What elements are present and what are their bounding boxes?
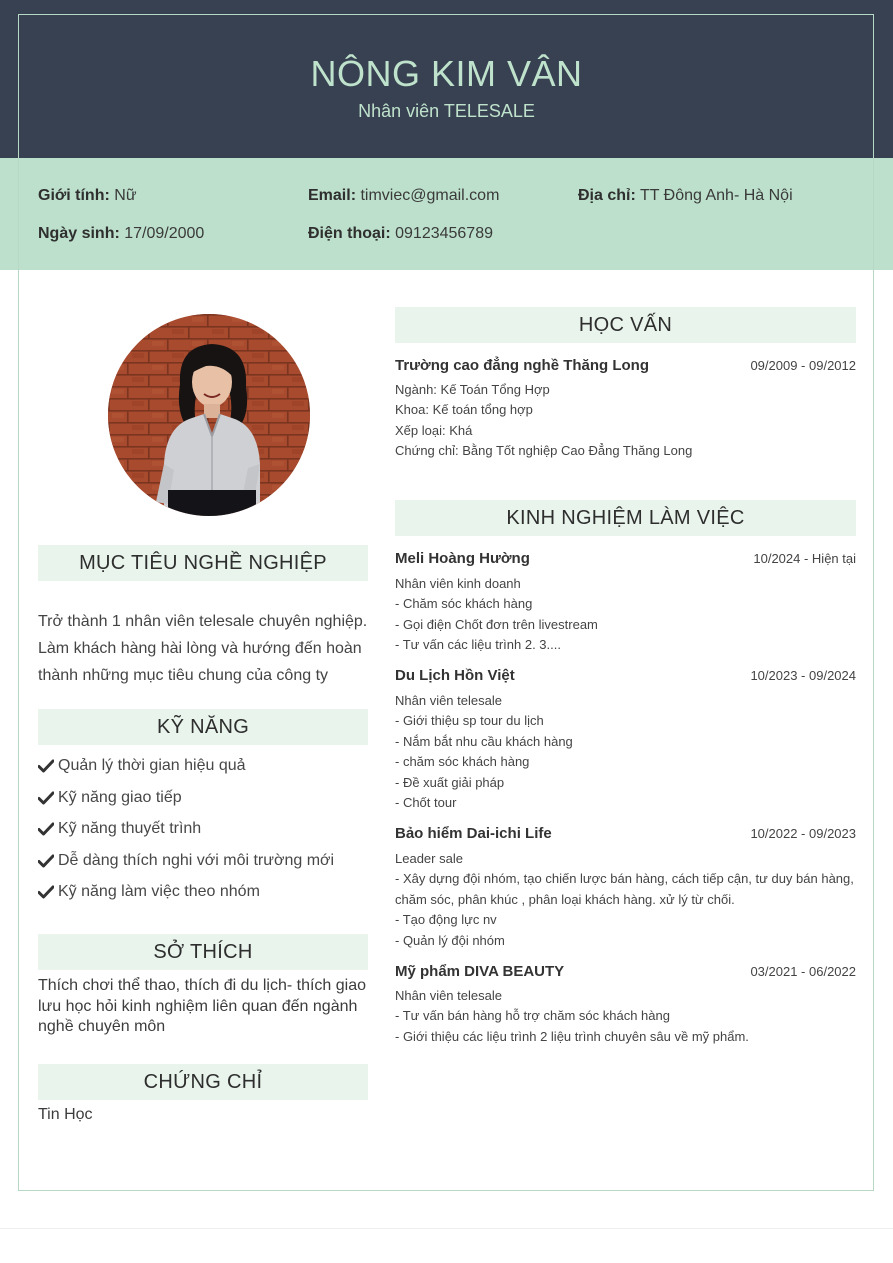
job-line: - Đề xuất giải pháp — [395, 774, 505, 790]
job-details — [395, 849, 856, 951]
check-icon — [38, 791, 54, 805]
skill-label: Kỹ năng làm việc theo nhóm — [58, 883, 260, 900]
job-line: - Giới thiệu các liệu trình 2 liệu trình chuyên sâu về mỹ phẩm. — [395, 1028, 749, 1044]
section-title-certificates: CHỨNG CHỈ — [38, 1064, 368, 1100]
job-line: - Tư vấn bán hàng hỗ trợ chăm sóc khách hàng — [395, 1008, 670, 1024]
address-info — [578, 186, 793, 206]
skill-label: Kỹ năng thuyết trình — [58, 820, 202, 837]
objective-text: Trở thành 1 nhân viên telesale chuyên nghiệp. Làm khách hàng hài lòng và hướng đến hoàn thành những mục tiêu chung của công ty — [38, 613, 368, 684]
skill-item — [38, 817, 368, 849]
skill-item — [38, 849, 368, 881]
job-date: 10/2024 - Hiện tại — [753, 551, 856, 566]
job-line: Nhân viên telesale — [395, 693, 502, 708]
job-line: - Tạo động lực nv — [395, 912, 497, 928]
gender-info — [38, 186, 137, 206]
job-company: Bảo hiểm Dai-ichi Life — [395, 825, 552, 842]
job-line: - Chốt tour — [395, 795, 457, 811]
job-line: - Xây dựng đội nhóm, tạo chiến lược bán hàng, cách tiếp cận, tư duy bán hàng, chăm sóc, phân khúc , phân loại khách hàng. xử lý từ chối. — [395, 871, 854, 907]
section-title-experience: KINH NGHIỆM LÀM VIỆC — [395, 500, 856, 536]
section-title-hobbies: SỞ THÍCH — [38, 934, 368, 970]
profile-photo — [108, 314, 310, 516]
skill-item — [38, 786, 368, 818]
birthdate-info — [38, 224, 204, 244]
education-line: Xếp loại: Khá — [395, 422, 473, 438]
candidate-position: Nhân viên TELESALE — [358, 101, 535, 121]
job-line: - Chăm sóc khách hàng — [395, 596, 533, 612]
birthdate-value: 17/09/2000 — [119, 225, 205, 242]
job-line: Nhân viên telesale — [395, 988, 502, 1003]
job-date: 10/2023 - 09/2024 — [750, 668, 856, 683]
job-company: Du Lịch Hồn Việt — [395, 667, 515, 684]
check-icon — [38, 759, 54, 773]
skill-label: Quản lý thời gian hiệu quả — [58, 757, 246, 774]
section-title-objective: MỤC TIÊU NGHỀ NGHIỆP — [38, 545, 368, 581]
email-label: Email: — [308, 187, 357, 204]
check-icon — [38, 885, 54, 899]
address-label: Địa chỉ: — [578, 187, 636, 204]
address-value: TT Đông Anh- Hà Nội — [635, 187, 793, 204]
gender-label: Giới tính: — [38, 187, 110, 204]
education-date: 09/2009 - 09/2012 — [750, 358, 856, 373]
job-line: - Quản lý đội nhóm — [395, 932, 505, 948]
education-line: Ngành: Kế Toán Tổng Hợp — [395, 382, 550, 397]
profile-photo-illustration — [108, 314, 310, 516]
section-title-skills: KỸ NĂNG — [38, 709, 368, 745]
personal-info-band — [0, 158, 893, 270]
phone-value[interactable]: 09123456789 — [390, 225, 493, 242]
section-title-education: HỌC VẤN — [395, 307, 856, 343]
skill-item — [38, 880, 368, 912]
job-details — [395, 691, 856, 813]
job-line: - Giới thiệu sp tour du lịch — [395, 713, 544, 729]
skills-list — [38, 754, 368, 912]
certificates-text: Tin Học — [38, 1106, 93, 1123]
job-date: 03/2021 - 06/2022 — [750, 964, 856, 979]
job-line: Leader sale — [395, 851, 463, 866]
education-school: Trường cao đẳng nghề Thăng Long — [395, 357, 650, 374]
job-company: Mỹ phẩm DIVA BEAUTY — [395, 963, 565, 980]
email-info — [308, 186, 499, 206]
job-line: - Gọi điện Chốt đơn trên livestream — [395, 616, 598, 632]
job-date: 10/2022 - 09/2023 — [750, 826, 856, 841]
skill-label: Dễ dàng thích nghi với môi trường mới — [58, 851, 335, 869]
skill-item — [38, 754, 368, 786]
education-line: Khoa: Kế toán tổng hợp — [395, 402, 533, 418]
hobbies-text: Thích chơi thể thao, thích đi du lịch- thích giao lưu học hỏi kinh nghiệm liên quan đến ngành nghề chuyên môn — [38, 977, 367, 1035]
check-icon — [38, 854, 54, 868]
job-line: - chăm sóc khách hàng — [395, 754, 530, 770]
cv-header — [0, 0, 893, 158]
skill-label: Kỹ năng giao tiếp — [58, 788, 182, 806]
candidate-name: NÔNG KIM VÂN — [310, 53, 583, 94]
phone-info — [308, 224, 493, 244]
page-bottom-divider — [0, 1228, 893, 1229]
gender-value: Nữ — [109, 187, 137, 204]
education-line: Chứng chỉ: Bằng Tốt nghiệp Cao Đẳng Thăng Long — [395, 443, 693, 459]
job-line: - Nắm bắt nhu cầu khách hàng — [395, 733, 573, 749]
phone-label: Điện thoại: — [308, 225, 391, 242]
job-company: Meli Hoàng Hường — [395, 550, 530, 567]
job-line: Nhân viên kinh doanh — [395, 576, 521, 591]
job-details — [395, 986, 856, 1047]
check-icon — [38, 822, 54, 836]
email-value[interactable]: timviec@gmail.com — [356, 187, 500, 204]
job-line: - Tư vấn các liệu trình 2. 3.... — [395, 637, 561, 653]
education-details — [395, 380, 856, 462]
job-details — [395, 574, 856, 656]
birthdate-label: Ngày sinh: — [38, 225, 120, 242]
